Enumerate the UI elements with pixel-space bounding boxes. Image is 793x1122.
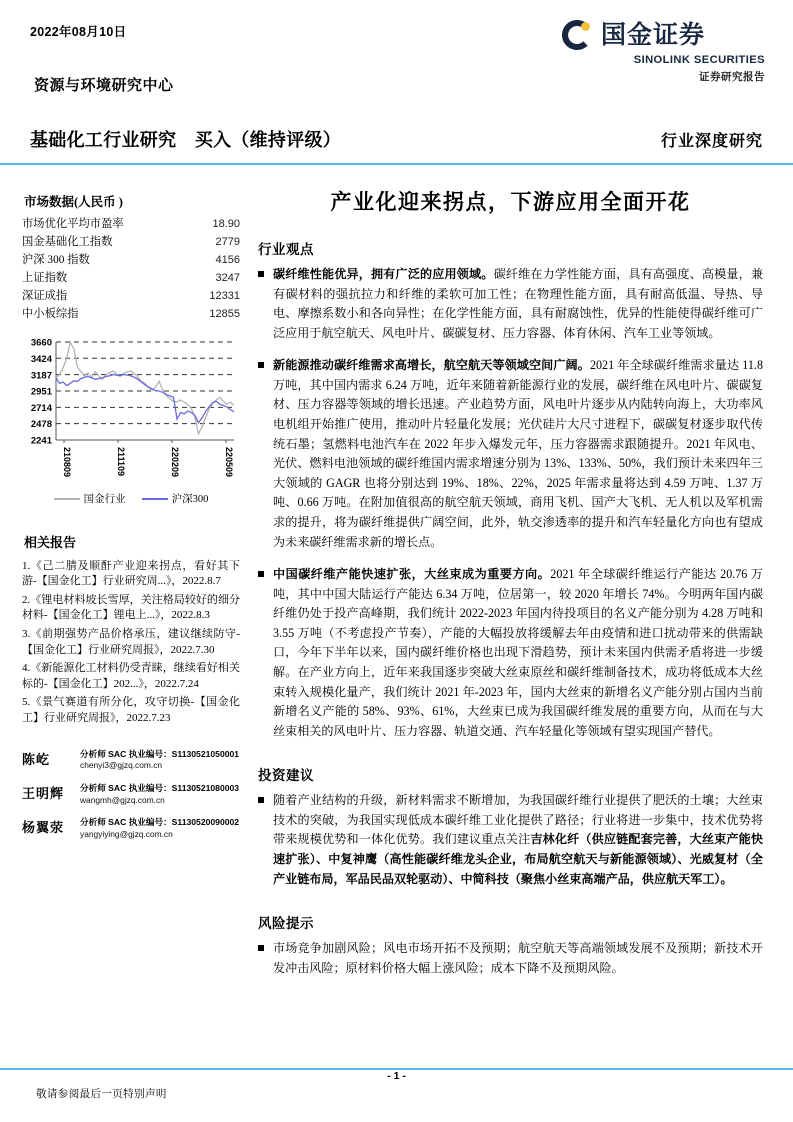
legend-swatch-csi300	[142, 498, 168, 500]
market-data-label: 沪深 300 指数	[22, 253, 90, 266]
bullet-item	[258, 265, 763, 343]
analyst-sac-number: 分析师 SAC 执业编号：S1130521080003	[80, 783, 240, 794]
svg-text:210809: 210809	[62, 446, 72, 477]
legend-swatch-industry	[54, 498, 80, 500]
market-data-row	[22, 305, 240, 323]
company-logo	[560, 18, 765, 83]
svg-text:3424: 3424	[30, 353, 52, 365]
section-gap	[258, 902, 763, 912]
bullet-item	[258, 356, 763, 552]
related-report-item[interactable]: 4.《新能源化工材料仍受青睐，继续看好相关标的-【国金化工】202...》，2022.7.24	[22, 662, 240, 690]
bullet-item	[258, 939, 763, 978]
analyst-info	[80, 783, 240, 806]
legend-item-csi300	[142, 491, 209, 506]
analyst-email[interactable]: yangyiying@gjzq.com.cn	[80, 828, 173, 839]
svg-text:2951: 2951	[30, 386, 52, 398]
footer-note: 敬请参阅最后一页特别声明	[36, 1089, 167, 1100]
analyst-email[interactable]: chenyi3@gjzq.com.cn	[80, 760, 163, 771]
analyst-info	[80, 749, 240, 772]
bullet-body: 新能源推动碳纤维需求高增长，航空航天等领域空间广阔。2021 年全球碳纤维需求量达 11.8 万吨，其中国内需求 6.24 万吨，近年来随着新能源行业的发展，碳纤维在风电叶片、碳碳复材、压力容器等领域的增长迅速。产业趋势方面，风电叶片逐步从内陆转向海上，大功率风电机组开始推广使用，推动叶片轻量化发展；光伏硅片大尺寸进程下，碳碳复材逐步取代传统石墨；氢燃料电池汽车在 2022 年步入爆发元年，压力容器需求跟随提升。2021 年风电、光伏、燃料电池领域的碳纤维国内需求增速分别为 13%、133%、50%，我们预计未来四年三大领域的 GAGR 也将分别达到 19%、18%、22%，2025 年需求量将达到 4.59 万吨、1.37 万吨、0.66 万吨。在附加值很高的航空航天领域，商用飞机、国产大飞机、无人机以及军机需求的提升，将为碳纤维提供广阔空间，此外，轨交渗透率的提升和汽车轻量化方向也有望成为未来碳纤维需求新的增长点。	[273, 358, 763, 549]
svg-text:220509: 220509	[224, 446, 234, 477]
analyst-entry	[22, 783, 240, 806]
bullet-square-icon	[258, 362, 264, 368]
analyst-list	[22, 749, 240, 841]
analyst-email[interactable]: wangmh@gjzq.com.cn	[80, 794, 165, 805]
section-heading: 投资建议	[258, 768, 314, 784]
bullet-square-icon	[258, 271, 264, 277]
bullet-lead: 中国碳纤维产能快速扩张，大丝束成为重要方向。	[273, 567, 551, 582]
market-data-value: 3247	[215, 272, 240, 285]
bullet-lead: 碳纤维性能优异，拥有广泛的应用领域。	[273, 267, 494, 281]
section-gap	[258, 754, 763, 764]
analyst-entry	[22, 817, 240, 840]
bullet-body: 随着产业结构的升级，新材料需求不断增加，为我国碳纤维行业提供了肥沃的土壤；大丝束技术的突破，为我国实现低成本碳纤维工业化提供了路径；行业将进一步集中，技术优势将带来规模优势和一体化优势。我们建议重点关注吉林化纤（供应链配套完善，大丝束产能快速扩张）、中复神鹰（高性能碳纤维龙头企业，布局航空航天与新能源领域）、光威复材（全产业链布局，军品民品双轮驱动）、中简科技（聚焦小丝束高端产品，供应航天军工）。	[273, 793, 763, 886]
main-content	[258, 186, 763, 1001]
svg-text:211109: 211109	[116, 446, 126, 476]
market-data-title: 市场数据(人民币 )	[24, 195, 123, 209]
bullet-body: 中国碳纤维产能快速扩张，大丝束成为重要方向。2021 年全球碳纤维运行产能达 20.76 万吨，其中中国大陆运行产能达 6.34 万吨，位居第一，较 2020 年增长 74%。今明两年国内碳纤维仍处于投产高峰期，我们统计 2022-2023 年国内待投项目的名义产能分别为 4.28 万吨和 3.55 万吨（不考虑投产节奏），产能的大幅投放将缓解去年由疫情和进口扰动带来的供需缺口，今年下半年以来，国内碳纤维价格也出现下滑趋势，预计未来国内供需矛盾将进一步缓解。在产业方向上，近年来我国逐步突破大丝束原丝和碳纤维制备技术，成功将低成本大丝束转入规模化量产，我们统计 2021 年-2023 年，国内大丝束的新增名义产能分别占国内当前新增名义产能的 58%、93%、61%，大丝束已成为我国碳纤维发展的重要方向，从而在与大丝束相关的风电叶片、压力容器、轨道交通、汽车轻量化等领域有望实现国产替代。	[273, 567, 763, 738]
report-sections	[258, 238, 763, 1001]
logo-subtitle: 证券研究报告	[699, 72, 765, 83]
market-data-label: 市场优化平均市盈率	[22, 217, 124, 230]
market-data-value: 12331	[209, 290, 240, 303]
svg-text:220209: 220209	[170, 446, 180, 477]
legend-item-industry	[54, 491, 126, 506]
market-data-row	[22, 215, 240, 233]
related-report-item[interactable]: 5.《景气赛道有所分化，攻守切换-【国金化工】行业研究周报》，2022.7.23	[22, 696, 240, 725]
section-heading: 风险提示	[258, 916, 314, 932]
analyst-sac-number: 分析师 SAC 执业编号：S1130521050001	[80, 748, 240, 759]
market-data-row	[22, 269, 240, 287]
market-data-label: 中小板综指	[22, 308, 79, 321]
legend-label-industry: 国金行业	[83, 493, 126, 505]
header-divider	[0, 163, 793, 165]
report-date: 2022年08月10日	[30, 25, 127, 39]
related-report-item[interactable]: 2.《锂电材料坡长雪厚，关注格局较好的细分材料-【国金化工】锂电上...》，2022.8.3	[22, 593, 240, 622]
section-heading: 行业观点	[258, 242, 314, 257]
market-data-label: 上证指数	[22, 271, 68, 284]
logo-chinese-name: 国金证券	[601, 20, 706, 49]
related-reports-title: 相关报告	[24, 534, 77, 550]
page-number: - 1 -	[387, 1070, 406, 1082]
market-data-label: 深证成指	[22, 289, 68, 302]
related-report-item[interactable]: 1.《己二腈及顺酐产业迎来拐点，看好其下游-【国金化工】行业研究周...》，2022.8.7	[22, 559, 240, 588]
bullet-body: 市场竞争加剧风险；风电市场开拓不及预期；航空航天等高端领域发展不及预期；新技术开发冲击风险；原材料价格大幅上涨风险；成本下降不及预期风险。	[273, 941, 763, 975]
bullet-tail-bold: 吉林化纤（供应链配套完善，大丝束产能快速扩张）、中复神鹰（高性能碳纤维龙头企业，布局航空航天与新能源领域）、光威复材（全产业链布局，军品民品双轮驱动）、中简科技（聚焦小丝束高端产品，供应航天军工）。	[273, 832, 763, 886]
logo-english-name: SINOLINK SECURITIES	[633, 54, 765, 66]
research-center-name: 资源与环境研究中心	[34, 78, 174, 94]
analyst-name: 陈屹	[22, 751, 51, 767]
analyst-entry	[22, 749, 240, 772]
bullet-square-icon	[258, 797, 264, 803]
section-gap	[258, 991, 763, 1001]
sidebar	[22, 192, 240, 852]
bullet-lead: 新能源推动碳纤维需求高增长，航空航天等领域空间广阔。	[273, 358, 590, 373]
market-data-row	[22, 233, 240, 251]
analyst-name: 杨翼荥	[22, 820, 65, 836]
page-title: 产业化迎来拐点，下游应用全面开花	[330, 190, 691, 214]
index-performance-chart	[22, 336, 240, 481]
sinolink-logo-icon	[560, 18, 594, 52]
market-data-value: 18.90	[212, 217, 240, 230]
market-data-label: 国金基础化工指数	[22, 235, 113, 248]
svg-text:2478: 2478	[30, 418, 52, 430]
bullet-item	[258, 791, 763, 889]
legend-label-csi300: 沪深300	[171, 493, 209, 505]
analyst-sac-number: 分析师 SAC 执业编号：S1130520090002	[80, 817, 240, 828]
industry-title: 基础化工行业研究 买入（维持评级）	[30, 130, 342, 150]
market-data-row	[22, 251, 240, 269]
svg-text:2241: 2241	[30, 435, 52, 447]
report-type-label: 行业深度研究	[660, 133, 763, 150]
svg-text:3660: 3660	[30, 337, 52, 349]
svg-text:3187: 3187	[30, 369, 52, 381]
bullet-square-icon	[258, 945, 264, 951]
market-data-table	[22, 215, 240, 324]
analyst-name: 王明辉	[22, 786, 65, 802]
market-data-row	[22, 287, 240, 305]
bullet-square-icon	[258, 571, 264, 577]
chart-legend	[22, 491, 240, 506]
analyst-info	[80, 817, 240, 840]
svg-text:2714: 2714	[30, 402, 52, 414]
related-report-item[interactable]: 3.《前期强势产品价格承压，建议继续防守-【国金化工】行业研究周报》，2022.7.30	[22, 628, 240, 656]
market-data-value: 2779	[215, 235, 240, 248]
related-reports-list	[22, 559, 240, 727]
market-data-value: 12855	[209, 308, 240, 321]
market-data-value: 4156	[215, 253, 240, 266]
bullet-body: 碳纤维性能优异，拥有广泛的应用领域。碳纤维在力学性能方面，具有高强度、高模量，兼有碳材料的强抗拉力和纤维的柔软可加工性；在物理性能方面，具有耐高低温、导热、导电、摩擦系数小和各向异性；在化学性能方面，具有耐腐蚀性，优异的性能使得碳纤维可广泛应用于航空航天、风电叶片、碳碳复材、压力容器、体育休闲、汽车工业等领域。	[273, 267, 763, 340]
bullet-item	[258, 565, 763, 741]
